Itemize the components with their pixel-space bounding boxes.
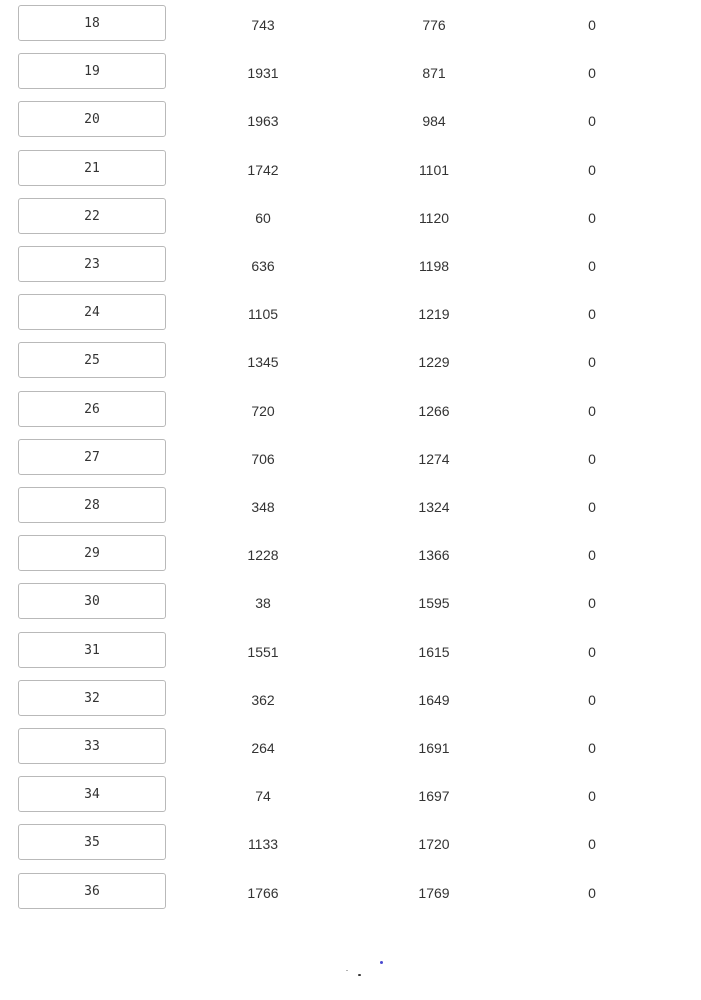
cell-value-a: 362 bbox=[251, 692, 275, 708]
cell-value-b: 1649 bbox=[418, 692, 450, 708]
cell-value-a: 1931 bbox=[247, 65, 279, 81]
row-id-button[interactable]: 29 bbox=[18, 535, 166, 571]
row-id-button[interactable]: 25 bbox=[18, 342, 166, 378]
cell-value-c: 0 bbox=[588, 499, 596, 515]
cell-value-a: 1105 bbox=[247, 306, 279, 322]
cell-value-b: 1266 bbox=[418, 403, 450, 419]
cell-value-b: 1120 bbox=[418, 210, 450, 226]
cell-value-c: 0 bbox=[588, 644, 596, 660]
cell-value-c: 0 bbox=[588, 113, 596, 129]
cell-value-c: 0 bbox=[588, 595, 596, 611]
cell-value-c: 0 bbox=[588, 354, 596, 370]
cell-value-c: 0 bbox=[588, 162, 596, 178]
cell-value-c: 0 bbox=[588, 692, 596, 708]
row-id-button[interactable]: 23 bbox=[18, 246, 166, 282]
table-row bbox=[0, 873, 701, 913]
cell-value-b: 1769 bbox=[418, 885, 450, 901]
scan-speck bbox=[380, 961, 383, 964]
cell-value-c: 0 bbox=[588, 210, 596, 226]
table-row bbox=[0, 583, 701, 623]
cell-value-c: 0 bbox=[588, 547, 596, 563]
table-row bbox=[0, 391, 701, 431]
cell-value-c: 0 bbox=[588, 885, 596, 901]
cell-value-a: 1345 bbox=[247, 354, 279, 370]
row-id-button[interactable]: 34 bbox=[18, 776, 166, 812]
cell-value-b: 984 bbox=[422, 113, 446, 129]
table-row bbox=[0, 728, 701, 768]
table-row bbox=[0, 294, 701, 334]
cell-value-b: 1198 bbox=[418, 258, 450, 274]
cell-value-a: 1228 bbox=[247, 547, 279, 563]
row-id-button[interactable]: 18 bbox=[18, 5, 166, 41]
row-id-button[interactable]: 26 bbox=[18, 391, 166, 427]
table-row bbox=[0, 198, 701, 238]
row-id-button[interactable]: 30 bbox=[18, 583, 166, 619]
table-row bbox=[0, 680, 701, 720]
cell-value-b: 1366 bbox=[418, 547, 450, 563]
table-row bbox=[0, 342, 701, 382]
row-id-button[interactable]: 36 bbox=[18, 873, 166, 909]
table-row bbox=[0, 776, 701, 816]
row-id-button[interactable]: 33 bbox=[18, 728, 166, 764]
cell-value-b: 1274 bbox=[418, 451, 450, 467]
table-row bbox=[0, 101, 701, 141]
table-row bbox=[0, 824, 701, 864]
row-id-button[interactable]: 27 bbox=[18, 439, 166, 475]
row-id-button[interactable]: 32 bbox=[18, 680, 166, 716]
cell-value-c: 0 bbox=[588, 306, 596, 322]
cell-value-a: 1963 bbox=[247, 113, 279, 129]
cell-value-c: 0 bbox=[588, 740, 596, 756]
cell-value-a: 74 bbox=[255, 788, 271, 804]
table-row bbox=[0, 535, 701, 575]
cell-value-b: 776 bbox=[422, 17, 446, 33]
row-id-button[interactable]: 31 bbox=[18, 632, 166, 668]
cell-value-b: 1324 bbox=[418, 499, 450, 515]
cell-value-a: 706 bbox=[251, 451, 275, 467]
table-row bbox=[0, 150, 701, 190]
cell-value-a: 636 bbox=[251, 258, 275, 274]
cell-value-a: 720 bbox=[251, 403, 275, 419]
table-row bbox=[0, 632, 701, 672]
cell-value-a: 1766 bbox=[247, 885, 279, 901]
row-id-button[interactable]: 21 bbox=[18, 150, 166, 186]
cell-value-b: 1595 bbox=[418, 595, 450, 611]
cell-value-b: 1615 bbox=[418, 644, 450, 660]
table-row bbox=[0, 53, 701, 93]
cell-value-b: 1229 bbox=[418, 354, 450, 370]
scan-speck bbox=[346, 970, 348, 971]
cell-value-b: 1101 bbox=[418, 162, 450, 178]
table-row bbox=[0, 487, 701, 527]
cell-value-b: 1219 bbox=[418, 306, 450, 322]
row-id-button[interactable]: 20 bbox=[18, 101, 166, 137]
table-row bbox=[0, 246, 701, 286]
cell-value-c: 0 bbox=[588, 403, 596, 419]
cell-value-a: 1133 bbox=[247, 836, 279, 852]
cell-value-c: 0 bbox=[588, 65, 596, 81]
cell-value-b: 1720 bbox=[418, 836, 450, 852]
cell-value-a: 60 bbox=[255, 210, 271, 226]
cell-value-c: 0 bbox=[588, 788, 596, 804]
row-id-button[interactable]: 35 bbox=[18, 824, 166, 860]
cell-value-c: 0 bbox=[588, 258, 596, 274]
row-id-button[interactable]: 22 bbox=[18, 198, 166, 234]
row-id-button[interactable]: 28 bbox=[18, 487, 166, 523]
table-row bbox=[0, 439, 701, 479]
row-id-button[interactable]: 19 bbox=[18, 53, 166, 89]
scan-speck bbox=[358, 974, 361, 976]
cell-value-b: 1691 bbox=[418, 740, 450, 756]
cell-value-a: 743 bbox=[251, 17, 275, 33]
row-id-button[interactable]: 24 bbox=[18, 294, 166, 330]
cell-value-c: 0 bbox=[588, 836, 596, 852]
cell-value-a: 1742 bbox=[247, 162, 279, 178]
cell-value-a: 264 bbox=[251, 740, 275, 756]
cell-value-b: 871 bbox=[422, 65, 446, 81]
cell-value-a: 38 bbox=[255, 595, 271, 611]
table-row bbox=[0, 5, 701, 45]
cell-value-a: 1551 bbox=[247, 644, 279, 660]
cell-value-b: 1697 bbox=[418, 788, 450, 804]
cell-value-a: 348 bbox=[251, 499, 275, 515]
cell-value-c: 0 bbox=[588, 451, 596, 467]
cell-value-c: 0 bbox=[588, 17, 596, 33]
